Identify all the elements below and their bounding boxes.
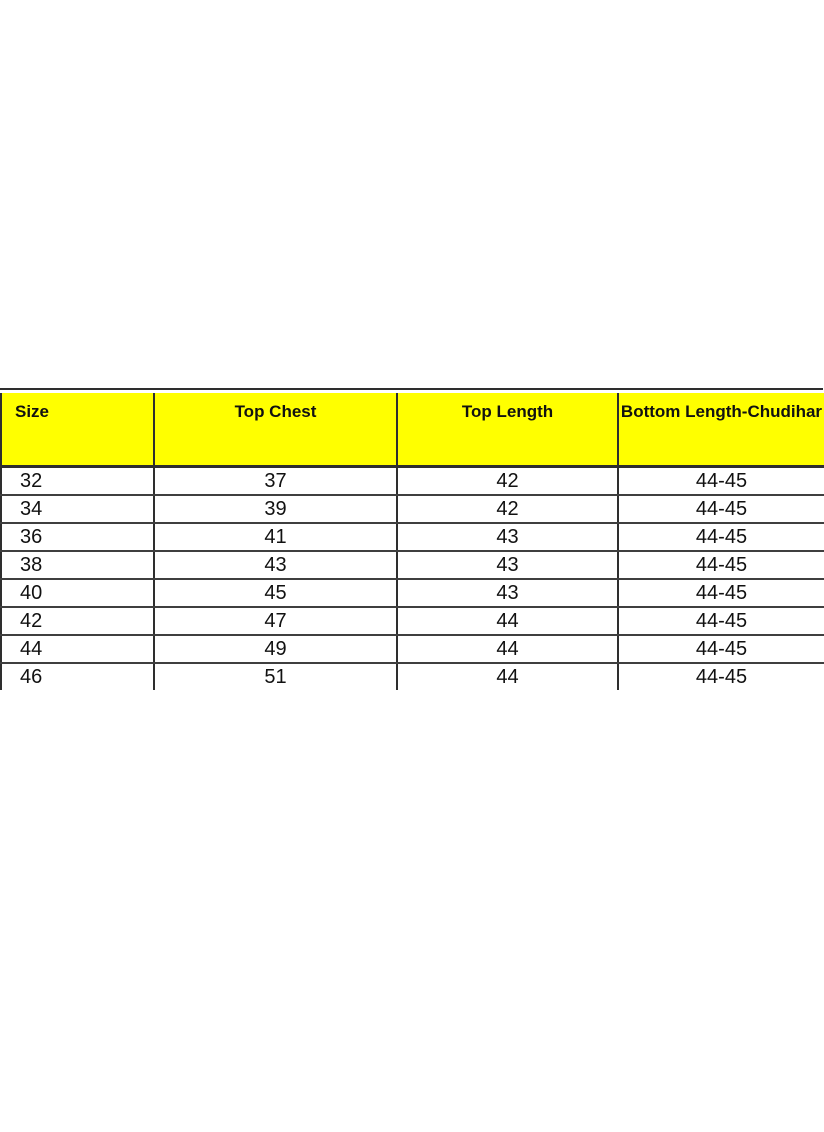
table-cell-top-chest: 47 (154, 607, 397, 635)
table-cell-top-length: 43 (397, 579, 618, 607)
table-cell-size: 40 (1, 579, 154, 607)
table-cell-size: 34 (1, 495, 154, 523)
table-cell-top-chest: 45 (154, 579, 397, 607)
table-cell-bottom-length: 44-45 (618, 579, 824, 607)
table-cell-top-chest: 37 (154, 467, 397, 496)
table-cell-size: 38 (1, 551, 154, 579)
table-row (1, 635, 824, 663)
table-cell-top-length: 44 (397, 663, 618, 690)
column-header-top-chest: Top Chest (154, 393, 397, 467)
table-row (1, 495, 824, 523)
table-row (1, 551, 824, 579)
table-cell-bottom-length: 44-45 (618, 523, 824, 551)
table-cell-top-length: 43 (397, 523, 618, 551)
table-cell-top-length: 42 (397, 495, 618, 523)
table-row (1, 467, 824, 496)
table-cell-size: 32 (1, 467, 154, 496)
table-cell-top-chest: 41 (154, 523, 397, 551)
size-chart-region (0, 388, 823, 688)
table-cell-top-length: 44 (397, 635, 618, 663)
table-cell-size: 46 (1, 663, 154, 690)
table-cell-top-length: 43 (397, 551, 618, 579)
table-cell-top-chest: 49 (154, 635, 397, 663)
table-header (1, 393, 824, 467)
table-body (1, 467, 824, 691)
column-header-top-length: Top Length (397, 393, 618, 467)
table-row (1, 579, 824, 607)
table-cell-bottom-length: 44-45 (618, 663, 824, 690)
table-cell-size: 44 (1, 635, 154, 663)
column-header-bottom-length-chudihar: Bottom Length-Chudihar (618, 393, 824, 467)
table-cell-top-chest: 43 (154, 551, 397, 579)
table-cell-bottom-length: 44-45 (618, 607, 824, 635)
table-cell-bottom-length: 44-45 (618, 467, 824, 496)
table-cell-top-chest: 39 (154, 495, 397, 523)
table-top-border (0, 388, 823, 390)
table-row (1, 607, 824, 635)
size-chart-table (0, 393, 824, 690)
table-cell-top-length: 44 (397, 607, 618, 635)
table-cell-top-chest: 51 (154, 663, 397, 690)
column-header-size: Size (1, 393, 154, 467)
table-row (1, 663, 824, 690)
table-cell-bottom-length: 44-45 (618, 551, 824, 579)
table-cell-bottom-length: 44-45 (618, 635, 824, 663)
table-cell-top-length: 42 (397, 467, 618, 496)
table-row (1, 523, 824, 551)
table-cell-bottom-length: 44-45 (618, 495, 824, 523)
table-cell-size: 42 (1, 607, 154, 635)
table-cell-size: 36 (1, 523, 154, 551)
header-row (1, 393, 824, 467)
